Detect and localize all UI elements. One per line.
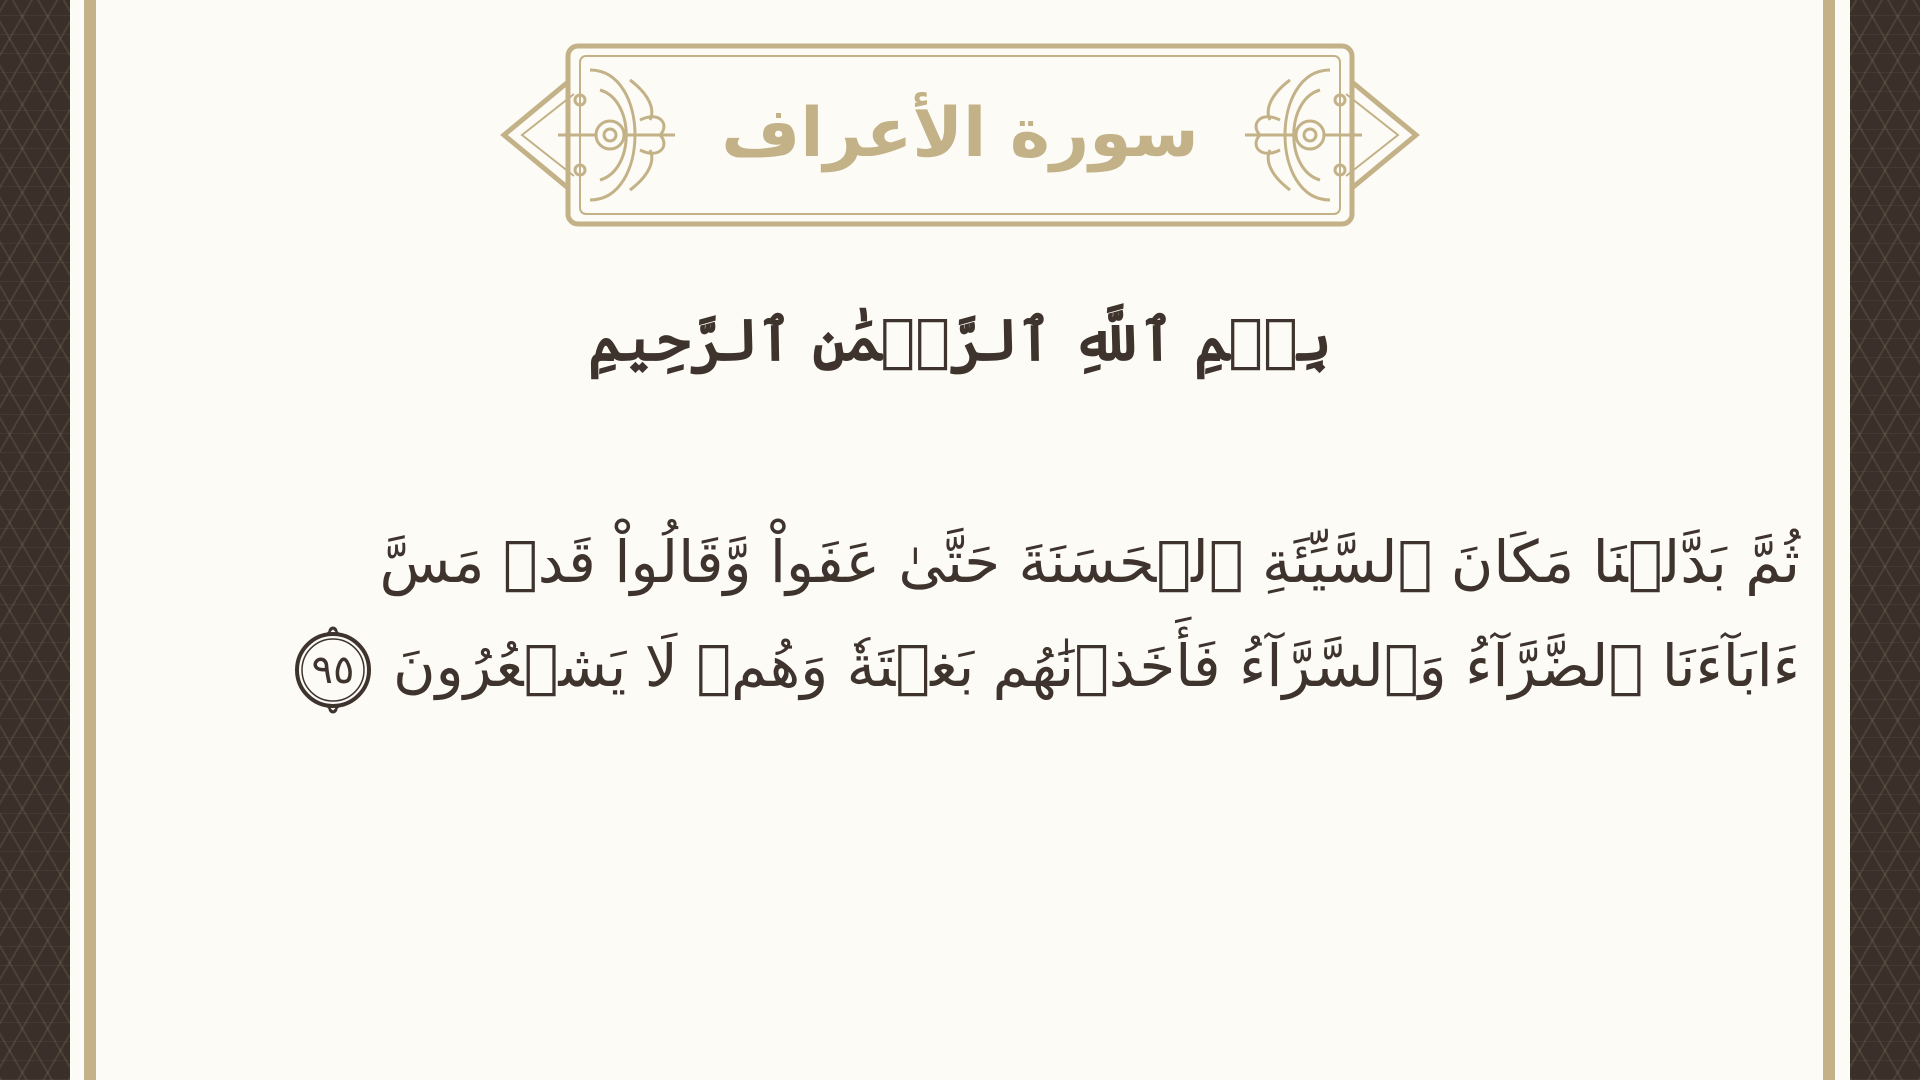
verse-text	[311, 510, 1800, 718]
right-ornamental-border	[1850, 0, 1920, 1080]
verse-line-2-text: ءَابَآءَنَا ٱلضَّرَّآءُ وَٱلسَّرَّآءُ فَأَخَذۡنَٰهُم بَغۡتَةٗ وَهُمۡ لَا يَشۡعُرُونَ	[393, 632, 1800, 700]
ayah-end-marker	[289, 626, 377, 714]
ayah-number: ٩٥	[311, 646, 355, 693]
verse-line-2	[311, 614, 1800, 718]
left-ornamental-border	[0, 0, 70, 1080]
surah-header-banner	[500, 40, 1420, 230]
right-gold-rule	[1823, 0, 1835, 1080]
basmala-calligraphy: بِسۡمِ ٱللَّهِ ٱلرَّحۡمَٰنِ ٱلرَّحِيمِ	[588, 306, 1332, 374]
left-gold-rule	[84, 0, 96, 1080]
verse-line-1: ثُمَّ بَدَّلۡنَا مَكَانَ ٱلسَّيِّئَةِ ٱلۡحَسَنَةَ حَتَّىٰ عَفَواْ وَّقَالُواْ قَدۡ مَسَّ	[379, 528, 1800, 596]
surah-title: سورة الأعراف	[721, 93, 1199, 173]
